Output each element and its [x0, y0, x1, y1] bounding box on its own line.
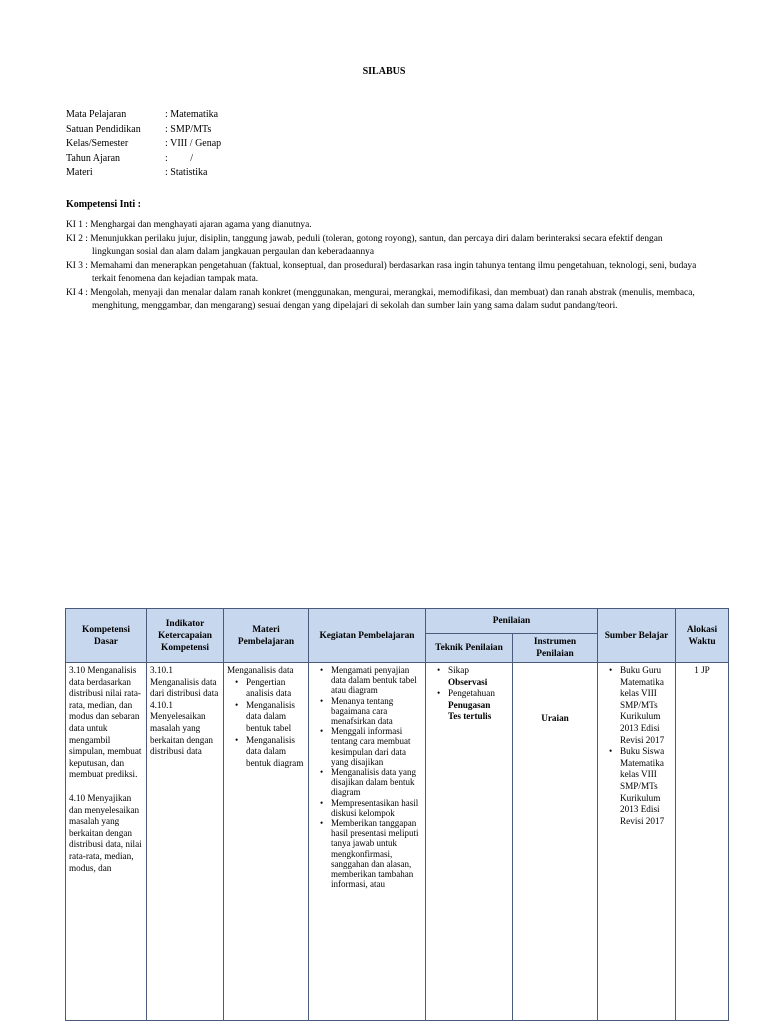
- ki-text: Memahami dan menerapkan pengetahuan (faktual, konseptual, dan prosedural) berdasarkan rasa ingin tahunya tentang ilmu pengetahuan, teknologi, seni, budaya terkait fenomena dan kejadian tampak mata.: [90, 260, 697, 284]
- sumber-list: [601, 665, 672, 827]
- header-penilaian: Penilaian: [426, 609, 598, 634]
- cell-instrumen: [513, 663, 598, 1021]
- header-alokasi-waktu: Alokasi Waktu: [676, 609, 729, 663]
- kd-4-10: 4.10 Menyajikan dan menyelesaikan masalah yang berkaitan dengan distribusi data, nilai rata-rata, median, modus, dan: [69, 792, 142, 873]
- table-row: [66, 663, 729, 1021]
- cell-indikator: [147, 663, 224, 1021]
- indikator-3-10-1: 3.10.1 Menganalisis data dari distribusi data: [150, 665, 219, 699]
- materi-list: [227, 677, 305, 770]
- header-kompetensi-dasar: Kompetensi Dasar: [66, 609, 147, 663]
- header-indikator: Indikator Ketercapaian Kompetensi: [147, 609, 224, 663]
- list-item: • Menanya tentang bagaimana cara menafsirkan data: [322, 696, 422, 727]
- header-instrumen-penilaian: Instrumen Penilaian: [513, 634, 598, 663]
- list-item: • Menganalisis data dalam bentuk tabel: [237, 700, 305, 735]
- info-label: Satuan Pendidikan: [66, 123, 141, 135]
- teknik-list: [429, 665, 509, 723]
- list-item: • Mengamati penyajian data dalam bentuk tabel atau diagram: [322, 665, 422, 696]
- info-value: : SMP/MTs: [165, 123, 212, 135]
- kd-3-10: 3.10 Menganalisis data berdasarkan distribusi nilai rata-rata, median, dan modus dan sebaran data untuk mengambil simpulan, membuat keputusan, dan membuat prediksi.: [69, 665, 142, 780]
- teknik-tes-tertulis: Tes tertulis: [448, 711, 492, 722]
- ki-text: Menunjukkan perilaku jujur, disiplin, tanggung jawab, peduli (toleran, gotong royong), santun, dan percaya diri dalam berinteraksi secara efektif dengan lingkungan sosial dan alam dalam jangkauan pergaulan dan keberadaannya: [90, 233, 663, 257]
- ki-text: Mengolah, menyaji dan menalar dalam ranah konkret (menggunakan, mengurai, merangkai, memodifikasi, dan membuat) dan ranah abstrak (menulis, membaca, menghitung, menggambar, dan mengarang) sesuai dengan yang dipelajari di sekolah dan sumber lain yang sama dalam sudut pandang/teori.: [90, 287, 695, 311]
- kegiatan-list: [312, 665, 422, 889]
- list-item: • Buku Guru Matematika kelas VIII SMP/MTs Kurikulum 2013 Edisi Revisi 2017: [611, 665, 672, 746]
- header-kegiatan: Kegiatan Pembelajaran: [309, 609, 426, 663]
- subject-info: [66, 108, 221, 181]
- ki-text: Menghargai dan menghayati ajaran agama yang dianutnya.: [90, 220, 312, 230]
- header-materi: Materi Pembelajaran: [224, 609, 309, 663]
- cell-materi: [224, 663, 309, 1021]
- cell-alokasi-waktu: 1 JP: [676, 663, 729, 1021]
- instrumen-uraian: Uraian: [541, 713, 569, 723]
- ki-code: KI 1 :: [66, 220, 91, 230]
- ki-code: KI 2 :: [66, 233, 91, 244]
- list-item: [439, 665, 509, 688]
- ki-item: [66, 233, 706, 260]
- cell-sumber-belajar: [598, 663, 676, 1021]
- info-row: [66, 166, 221, 181]
- silabus-table: [65, 608, 729, 1021]
- info-value: : /: [165, 152, 194, 164]
- info-label: Materi: [66, 167, 93, 178]
- teknik-observasi: Observasi: [448, 676, 488, 687]
- ki-item: [66, 287, 706, 314]
- list-item: • Buku Siswa Matematika kelas VIII SMP/MTs Kurikulum 2013 Edisi Revisi 2017: [611, 746, 672, 827]
- list-item: • Mempresentasikan hasil diskusi kelompok: [322, 798, 422, 818]
- document-title: SILABUS: [362, 66, 406, 77]
- info-row: [66, 123, 221, 138]
- list-item: • Menganalisis data yang disajikan dalam bentuk diagram: [322, 767, 422, 798]
- list-item: • Menggali informasi tentang cara membuat kesimpulan dari data yang disajikan: [322, 726, 422, 767]
- cell-kegiatan: [309, 663, 426, 1021]
- info-row: [66, 108, 221, 123]
- header-sumber-belajar: Sumber Belajar: [598, 609, 676, 663]
- info-value: : Matematika: [165, 109, 219, 120]
- info-row: [66, 137, 221, 152]
- info-row: [66, 152, 221, 167]
- cell-teknik-penilaian: [426, 663, 513, 1021]
- ki-item: [66, 260, 706, 287]
- info-value: : Statistika: [165, 167, 208, 178]
- info-label: Tahun Ajaran: [66, 152, 121, 164]
- ki-code: KI 4 :: [66, 287, 91, 298]
- info-label: Kelas/Semester: [66, 138, 129, 149]
- ki-item: [66, 219, 706, 233]
- ki-heading: Kompetensi Inti :: [66, 199, 141, 210]
- teknik-pengetahuan: Pengetahuan: [448, 688, 495, 699]
- list-item: • Pengertian analisis data: [237, 677, 305, 700]
- ki-code: KI 3 :: [66, 260, 91, 271]
- materi-intro: Menganalisis data: [227, 665, 294, 675]
- info-value: : VIII / Genap: [165, 138, 222, 149]
- indikator-4-10-1: 4.10.1 Menyelesaikan masalah yang berkaitan dengan distribusi data: [150, 699, 214, 757]
- list-item: • Menganalisis data dalam bentuk diagram: [237, 735, 305, 770]
- ki-list: [66, 219, 706, 314]
- cell-kompetensi-dasar: [66, 663, 147, 1021]
- header-teknik-penilaian: Teknik Penilaian: [426, 634, 513, 663]
- teknik-sikap: Sikap: [448, 665, 469, 675]
- info-label: Mata Pelajaran: [66, 109, 127, 120]
- teknik-penugasan: Penugasan: [448, 699, 491, 710]
- list-item: • Memberikan tanggapan hasil presentasi meliputi tanya jawab untuk mengkonfirmasi, sanggahan dan alasan, memberikan tambahan informasi, atau: [322, 818, 422, 889]
- list-item: [439, 688, 509, 723]
